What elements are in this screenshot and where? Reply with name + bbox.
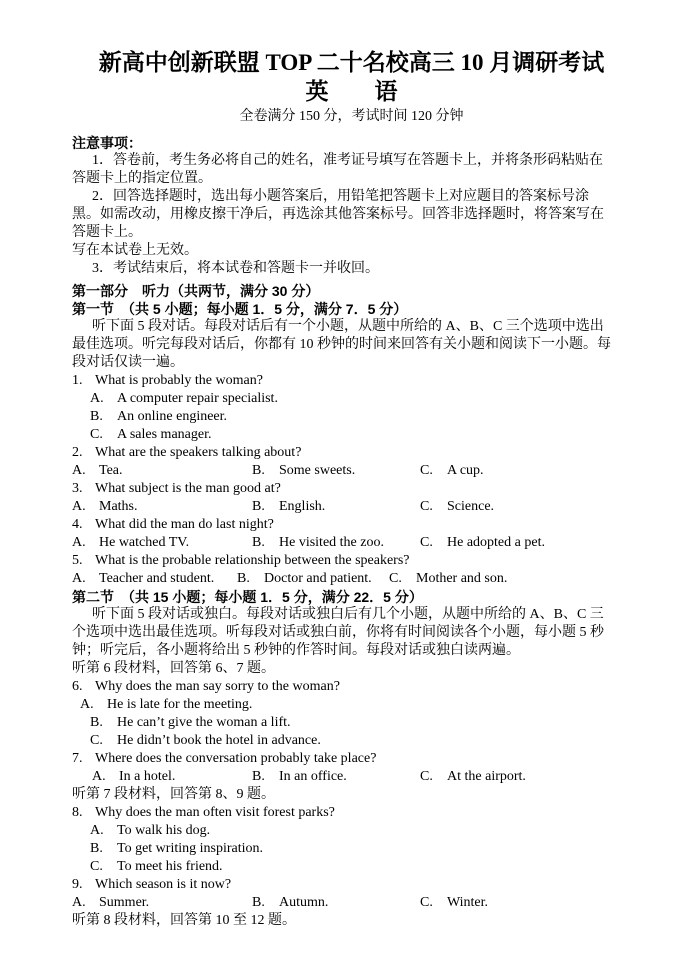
option-label: B.	[252, 895, 265, 910]
question-3-option-b	[252, 498, 420, 516]
question-stem: Why does the man say sorry to the woman?	[95, 679, 340, 694]
notice-line-4: 黑。如需改动，用橡皮擦干净后，再选涂其他答案标号。回答非选择题时，将答案写在	[72, 207, 604, 222]
question-3-options	[72, 498, 631, 516]
question-9-option-b	[252, 894, 420, 912]
question-9	[72, 876, 631, 912]
question-1	[72, 372, 631, 444]
option-label: B.	[252, 499, 265, 514]
question-5-text	[72, 552, 631, 570]
option-label: C.	[420, 463, 433, 478]
question-2-text	[72, 444, 631, 462]
question-number: 3.	[72, 481, 83, 496]
question-6-option-b	[72, 714, 631, 732]
question-1-option-c	[72, 426, 631, 444]
question-stem: What did the man do last night?	[95, 517, 274, 532]
question-4-text	[72, 516, 631, 534]
question-3-text	[72, 480, 631, 498]
question-stem: Why does the man often visit forest parks?	[95, 805, 335, 820]
question-4-option-c	[420, 534, 545, 552]
material-cue-8: 听第 8 段材料，回答第 10 至 12 题。	[72, 913, 296, 928]
option-label: B.	[252, 463, 265, 478]
question-8-option-a	[72, 822, 631, 840]
question-4-options	[72, 534, 631, 552]
option-text: An online engineer.	[117, 409, 228, 424]
question-7-option-c	[420, 768, 526, 786]
option-label: C.	[420, 769, 433, 784]
section2-instruction-line-3: 钟；听完后，各小题将给出 5 秒钟的作答时间。每段对话或独白读两遍。	[72, 643, 520, 658]
option-label: C.	[90, 733, 103, 748]
option-label: B.	[252, 535, 265, 550]
option-text: Winter.	[447, 895, 489, 910]
question-1-option-a	[72, 390, 631, 408]
question-number: 8.	[72, 805, 83, 820]
option-label: A.	[90, 391, 104, 406]
question-number: 2.	[72, 445, 83, 460]
question-stem: Where does the conversation probably take place?	[95, 751, 377, 766]
section2-heading: 第二节 （共 15 小题；每小题 1．5 分，满分 22．5 分）	[72, 589, 423, 605]
question-stem: What are the speakers talking about?	[95, 445, 302, 460]
option-text: At the airport.	[447, 769, 526, 784]
option-text: To walk his dog.	[117, 823, 211, 838]
question-1-text	[72, 372, 631, 390]
option-text: A cup.	[447, 463, 484, 478]
option-text: To get writing inspiration.	[117, 841, 264, 856]
question-3-option-a	[72, 498, 252, 516]
question-4-option-a	[72, 534, 252, 552]
option-label: B.	[237, 571, 250, 586]
question-8-option-b	[72, 840, 631, 858]
option-text: He is late for the meeting.	[107, 697, 253, 712]
question-6-text	[72, 678, 631, 696]
option-text: Summer.	[99, 895, 150, 910]
notice-line-3: 2．回答选择题时，选出每小题答案后，用铅笔把答题卡上对应题目的答案标号涂	[92, 189, 589, 204]
option-label: A.	[72, 895, 86, 910]
option-text: He didn’t book the hotel in advance.	[117, 733, 321, 748]
option-label: A.	[72, 499, 86, 514]
question-5	[72, 552, 631, 588]
question-4	[72, 516, 631, 552]
option-label: C.	[90, 859, 103, 874]
option-label: A.	[72, 463, 86, 478]
question-7	[72, 750, 631, 786]
option-text: Maths.	[99, 499, 138, 514]
question-5-options	[72, 570, 631, 588]
option-label: C.	[420, 535, 433, 550]
option-text: He adopted a pet.	[447, 535, 545, 550]
option-label: A.	[90, 823, 104, 838]
exam-info: 全卷满分 150 分，考试时间 120 分钟	[239, 109, 464, 124]
section1-instruction-line-3: 段对话仅读一遍。	[72, 355, 184, 370]
question-8-text	[72, 804, 631, 822]
option-text: To meet his friend.	[117, 859, 223, 874]
question-7-text	[72, 750, 631, 768]
question-8	[72, 804, 631, 876]
option-label: B.	[90, 409, 103, 424]
option-label: C.	[420, 499, 433, 514]
question-6	[72, 678, 631, 750]
question-stem: What subject is the man good at?	[95, 481, 281, 496]
option-label: C.	[389, 571, 402, 586]
question-4-option-b	[252, 534, 420, 552]
question-5-option-c	[389, 570, 507, 588]
option-text: Teacher and student.	[99, 571, 215, 586]
section2-instruction-line-2: 个选项中选出最佳选项。听每段对话或独白前，你将有时间阅读各个小题，每小题 5 秒	[72, 625, 604, 640]
option-text: He can’t give the woman a lift.	[117, 715, 291, 730]
question-9-option-a	[72, 894, 252, 912]
question-3-option-c	[420, 498, 494, 516]
question-7-options	[72, 768, 631, 786]
question-6-option-a	[72, 696, 631, 714]
option-text: English.	[279, 499, 326, 514]
question-2-option-b	[252, 462, 420, 480]
option-text: A computer repair specialist.	[117, 391, 278, 406]
option-text: In an office.	[279, 769, 347, 784]
question-9-option-c	[420, 894, 488, 912]
material-cue-7: 听第 7 段材料，回答第 8、9 题。	[72, 787, 275, 802]
option-label: C.	[90, 427, 103, 442]
option-label: B.	[90, 841, 103, 856]
option-text: In a hotel.	[119, 769, 176, 784]
question-number: 5.	[72, 553, 83, 568]
question-9-text	[72, 876, 631, 894]
notice-line-6: 写在本试卷上无效。	[72, 243, 198, 258]
option-text: He watched TV.	[99, 535, 190, 550]
question-5-option-a	[72, 570, 237, 588]
question-stem: What is probably the woman?	[95, 373, 263, 388]
notice-line-1: 1．答卷前，考生务必将自己的姓名，准考证号填写在答题卡上，并将条形码粘贴在	[92, 153, 603, 168]
section2-instruction-line-1: 听下面 5 段对话或独白。每段对话或独白后有几个小题，从题中所给的 A、B、C 三	[92, 607, 604, 622]
question-5-option-b	[237, 570, 389, 588]
option-text: Science.	[447, 499, 495, 514]
notice-line-5: 答题卡上。	[72, 225, 142, 240]
option-label: A.	[80, 697, 94, 712]
section1-heading: 第一节 （共 5 小题；每小题 1．5 分，满分 7．5 分）	[72, 301, 408, 317]
material-cue-6: 听第 6 段材料，回答第 6、7 题。	[72, 661, 275, 676]
question-8-option-c	[72, 858, 631, 876]
option-text: Some sweets.	[279, 463, 356, 478]
notice-line-7: 3．考试结束后，将本试卷和答题卡一并收回。	[92, 261, 379, 276]
question-2-option-c	[420, 462, 484, 480]
option-label: A.	[72, 535, 86, 550]
question-7-option-b	[252, 768, 420, 786]
question-9-options	[72, 894, 631, 912]
question-2-option-a	[72, 462, 252, 480]
option-text: A sales manager.	[117, 427, 212, 442]
question-3	[72, 480, 631, 516]
exam-title: 新高中创新联盟 TOP 二十名校高三 10 月调研考试	[98, 50, 605, 75]
option-label: B.	[90, 715, 103, 730]
option-text: Tea.	[99, 463, 123, 478]
question-number: 7.	[72, 751, 83, 766]
question-number: 1.	[72, 373, 83, 388]
notice-line-2: 答题卡上的指定位置。	[72, 171, 212, 186]
question-stem: What is the probable relationship between the speakers?	[95, 553, 410, 568]
option-label: B.	[252, 769, 265, 784]
question-7-option-a	[72, 768, 252, 786]
part1-heading: 第一部分 听力（共两节，满分 30 分）	[72, 283, 320, 299]
section1-instruction-line-1: 听下面 5 段对话。每段对话后有一个小题，从题中所给的 A、B、C 三个选项中选出	[92, 319, 604, 334]
question-number: 4.	[72, 517, 83, 532]
option-label: C.	[420, 895, 433, 910]
question-number: 9.	[72, 877, 83, 892]
question-number: 6.	[72, 679, 83, 694]
section1-instruction-line-2: 最佳选项。听完每段对话后，你都有 10 秒钟的时间来回答有关小题和阅读下一小题。每	[72, 337, 611, 352]
question-6-option-c	[72, 732, 631, 750]
question-2-options	[72, 462, 631, 480]
option-label: A.	[72, 571, 86, 586]
option-text: Doctor and patient.	[264, 571, 372, 586]
option-text: He visited the zoo.	[279, 535, 384, 550]
option-text: Mother and son.	[416, 571, 508, 586]
question-2	[72, 444, 631, 480]
option-text: Autumn.	[279, 895, 329, 910]
option-label: A.	[92, 769, 106, 784]
exam-subject: 英 语	[305, 79, 398, 104]
notice-heading: 注意事项：	[72, 135, 142, 151]
question-1-option-b	[72, 408, 631, 426]
question-stem: Which season is it now?	[95, 877, 232, 892]
